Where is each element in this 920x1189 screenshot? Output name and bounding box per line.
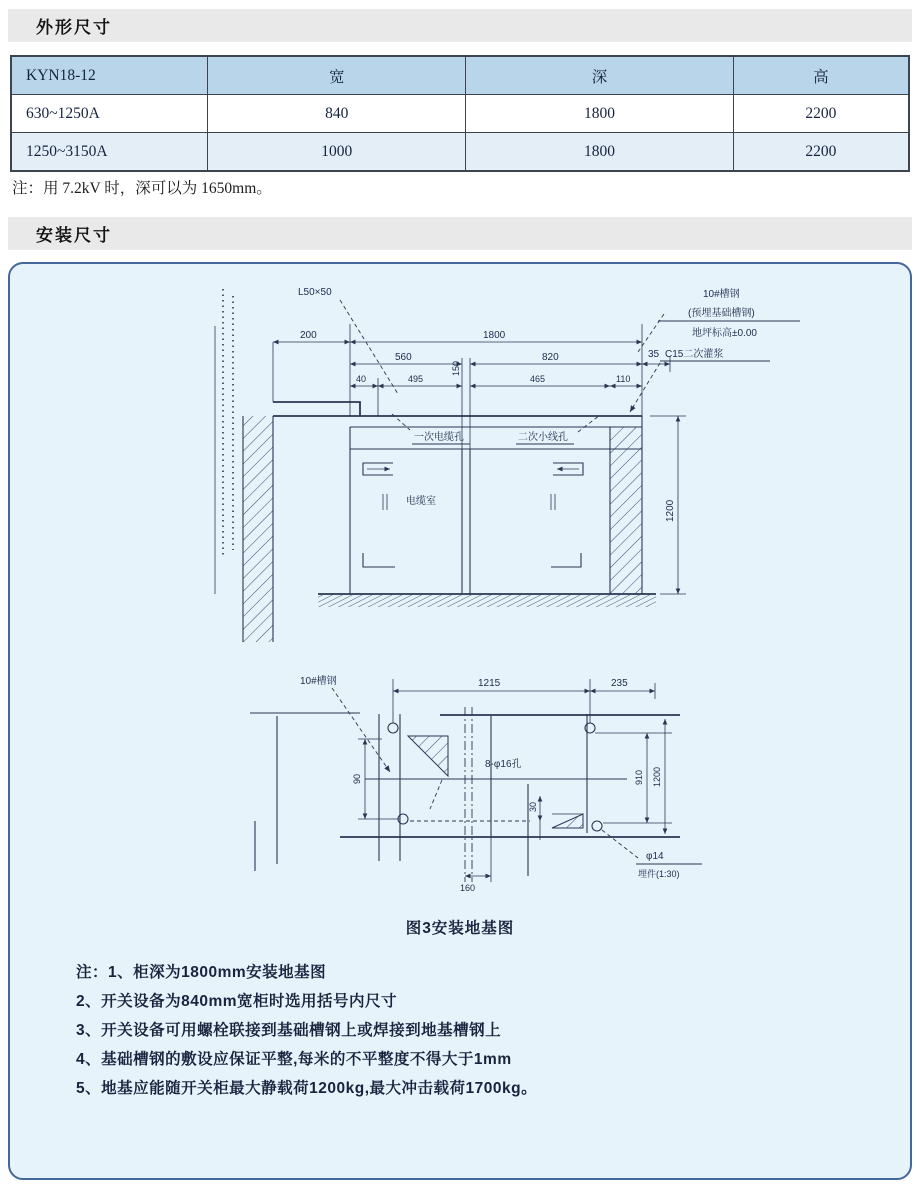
section-bar-install [8,217,912,250]
primary-cable-hole-label: 一次电缆孔 [414,432,464,443]
installation-diagram [10,264,910,914]
cell-depth: 1800 [466,133,734,172]
dim-1215: 1215 [478,678,501,689]
dim-1200: 1200 [665,499,676,522]
cell-range: 630~1250A [11,95,208,133]
dim-160: 160 [460,883,476,893]
secondary-wire-hole-group [516,415,600,444]
cell-depth: 1800 [466,95,734,133]
table-header-depth: 深 [466,56,734,95]
dim-150: 150 [451,360,461,376]
dim-1200-plan: 1200 [652,766,662,787]
dim-495: 495 [408,374,424,384]
cell-height: 2200 [733,133,909,172]
figure-note-line: 注：1、柜深为1800mm安装地基图 [76,964,327,981]
channel-steel-sub-label: (预埋基础槽钢) [688,308,755,319]
dim-235: 235 [611,678,628,689]
dim-820: 820 [542,352,559,363]
table-row [11,133,909,172]
figure-caption: 图3安装地基图 [405,920,515,937]
plan-view [250,674,702,893]
dim-465: 465 [530,374,546,384]
figure-note-line: 5、地基应能随开关柜最大静载荷1200kg,最大冲击载荷1700kg。 [76,1080,538,1097]
dimensions-table [10,55,910,172]
dim-200: 200 [300,330,317,341]
section-bar-outline [8,9,912,42]
table-row [11,95,909,133]
install-section-title: 安装尺寸 [36,226,112,245]
cell-width: 1000 [208,133,466,172]
bolt-holes-label: 8-φ16孔 [485,759,522,770]
cell-width: 840 [208,95,466,133]
dim-35: 35 [648,349,660,360]
dim-560: 560 [395,352,412,363]
cell-range: 1250~3150A [11,133,208,172]
dim-30: 30 [528,801,538,812]
figure-notes [76,958,537,1103]
figure-note-line: 4、基础槽钢的敷设应保证平整,每米的不平整度不得大于1mm [76,1051,512,1068]
dim-110: 110 [616,374,631,384]
dim-90: 90 [352,773,362,784]
plan-channel-label-group [300,674,390,772]
dim-40: 40 [356,374,367,384]
secondary-wire-hole-label: 二次小线孔 [518,432,568,443]
dim-1800: 1800 [483,330,506,341]
anchor-sub-label: 埋件(1:30) [638,869,680,879]
plan-channel-label: 10#槽钢 [300,676,337,687]
outline-section-title: 外形尺寸 [36,18,112,37]
table-note: 注：用 7.2kV 时，深可以为 1650mm。 [12,180,272,197]
primary-cable-hole-group [392,414,470,444]
figure-note-line: 2、开关设备为840mm宽柜时选用括号内尺寸 [76,993,398,1010]
channel-steel-stack-label [638,287,800,352]
figure-note-line: 3、开关设备可用螺栓联接到基础槽钢上或焊接到地基槽钢上 [76,1022,502,1039]
floor-level-label: 地坪标高±0.00 [692,328,757,339]
elevation-view [215,287,800,642]
table-header-model: KYN18-12 [11,56,208,95]
cable-room-label: 电缆室 [406,496,436,507]
installation-panel [8,262,912,1180]
table-header-height: 高 [733,56,909,95]
anchor-label: φ14 [646,851,664,862]
grout-label: C15二次灌浆 [665,349,724,360]
dim-910: 910 [634,769,644,785]
channel-steel-label: 10#槽钢 [703,289,740,300]
table-header-width: 宽 [208,56,466,95]
cell-height: 2200 [733,95,909,133]
angle-steel-label: L50×50 [298,287,332,298]
table-header-row [11,56,909,95]
